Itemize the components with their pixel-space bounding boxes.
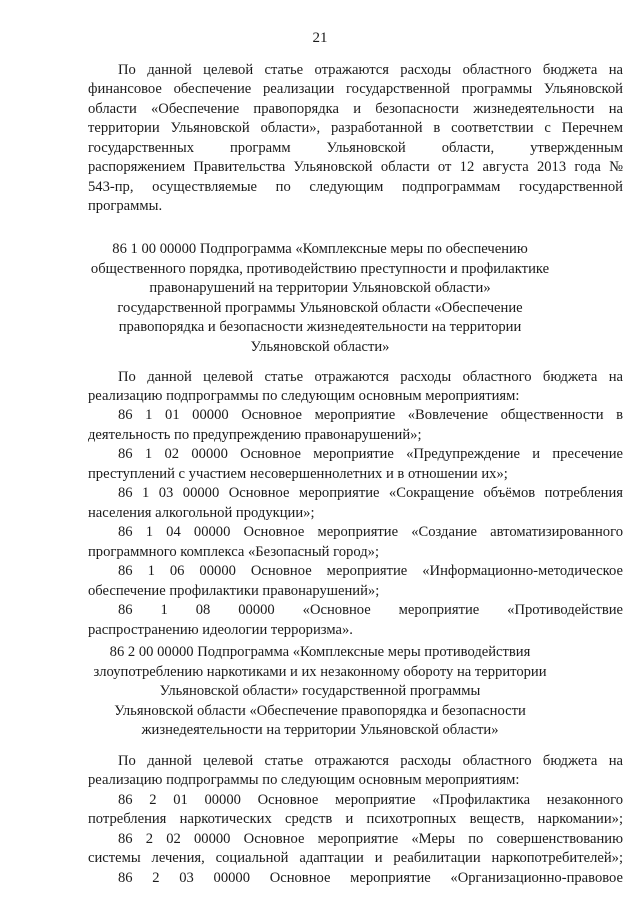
text-line: распоряжением Правительства Ульяновской области от 12 августа 2013 года № [88, 159, 623, 175]
text-line: 86 1 04 00000 Основное мероприятие «Создание автоматизированного [118, 524, 623, 540]
text-line: области «Обеспечение правопорядка и безопасности жизнедеятельности на [88, 101, 623, 117]
text-line: 543-пр, осуществляемые по следующим подпрограммам государственной [88, 179, 623, 195]
text-line: финансовое обеспечение реализации государственной программы Ульяновской [88, 81, 623, 97]
text-line: территории Ульяновской области», разработанной в соответствии с Перечнем [88, 120, 623, 136]
text-line: системы лечения, социальной адаптации и реабилитации наркопотребителей»; [88, 850, 623, 866]
text-line: реализацию подпрограммы по следующим основным мероприятиям: [88, 388, 520, 404]
heading-line: Ульяновской области» государственной программы [159, 683, 481, 699]
heading-line: Ульяновской области» [250, 339, 390, 355]
heading-line: правопорядка и безопасности жизнедеятельности на территории [118, 319, 522, 335]
text-line: программы. [88, 198, 163, 214]
heading-line: общественного порядка, противодействию преступности и профилактике [90, 261, 550, 277]
heading-line: жизнедеятельности на территории Ульяновской области» [141, 722, 499, 738]
text-line: потребления наркотических средств и психотропных веществ, наркомании»; [88, 811, 623, 827]
text-line: реализацию подпрограммы по следующим основным мероприятиям: [88, 772, 520, 788]
text-line: преступлений с участием несовершеннолетних и в отношении их»; [88, 466, 508, 482]
text-line: По данной целевой статье отражаются расходы областного бюджета на [118, 369, 623, 385]
text-line: 86 1 08 00000 «Основное мероприятие «Противодействие [118, 602, 623, 618]
text-line: обеспечение профилактики правонарушений»; [88, 583, 380, 599]
text-line: 86 2 01 00000 Основное мероприятие «Профилактика незаконного [118, 792, 623, 808]
heading-line: 86 2 00 00000 Подпрограмма «Комплексные меры противодействия [109, 644, 531, 660]
heading-line: Ульяновской области «Обеспечение правопорядка и безопасности [114, 703, 526, 719]
text-line: 86 1 03 00000 Основное мероприятие «Сокращение объёмов потребления [118, 485, 623, 501]
heading-line: злоупотреблению наркотиками и их незаконному обороту на территории [93, 664, 547, 680]
text-line: 86 1 06 00000 Основное мероприятие «Информационно-методическое [118, 563, 623, 579]
heading-line: правонарушений на территории Ульяновской области» [149, 280, 491, 296]
text-line: 86 1 02 00000 Основное мероприятие «Предупреждение и пресечение [118, 446, 623, 462]
text-line: 86 1 01 00000 Основное мероприятие «Вовлечение общественности в [118, 407, 623, 423]
text-line: программного комплекса «Безопасный город»; [88, 544, 380, 560]
text-line: деятельность по предупреждению правонарушений»; [88, 427, 422, 443]
heading-line: 86 1 00 00000 Подпрограмма «Комплексные меры по обеспечению [112, 241, 528, 257]
text-line: 86 2 02 00000 Основное мероприятие «Меры по совершенствованию [118, 831, 623, 847]
text-line: государственных программ Ульяновской области, утвержденным [88, 140, 623, 156]
text-line: распространению идеологии терроризма». [88, 622, 353, 638]
text-line: 86 2 03 00000 Основное мероприятие «Организационно-правовое [118, 870, 623, 886]
text-line: По данной целевой статье отражаются расходы областного бюджета на [118, 62, 623, 78]
text-line: По данной целевой статье отражаются расходы областного бюджета на [118, 753, 623, 769]
text-line: населения алкогольной продукции»; [88, 505, 315, 521]
heading-line: государственной программы Ульяновской области «Обеспечение [117, 300, 523, 316]
page-number: 21 [312, 30, 328, 46]
